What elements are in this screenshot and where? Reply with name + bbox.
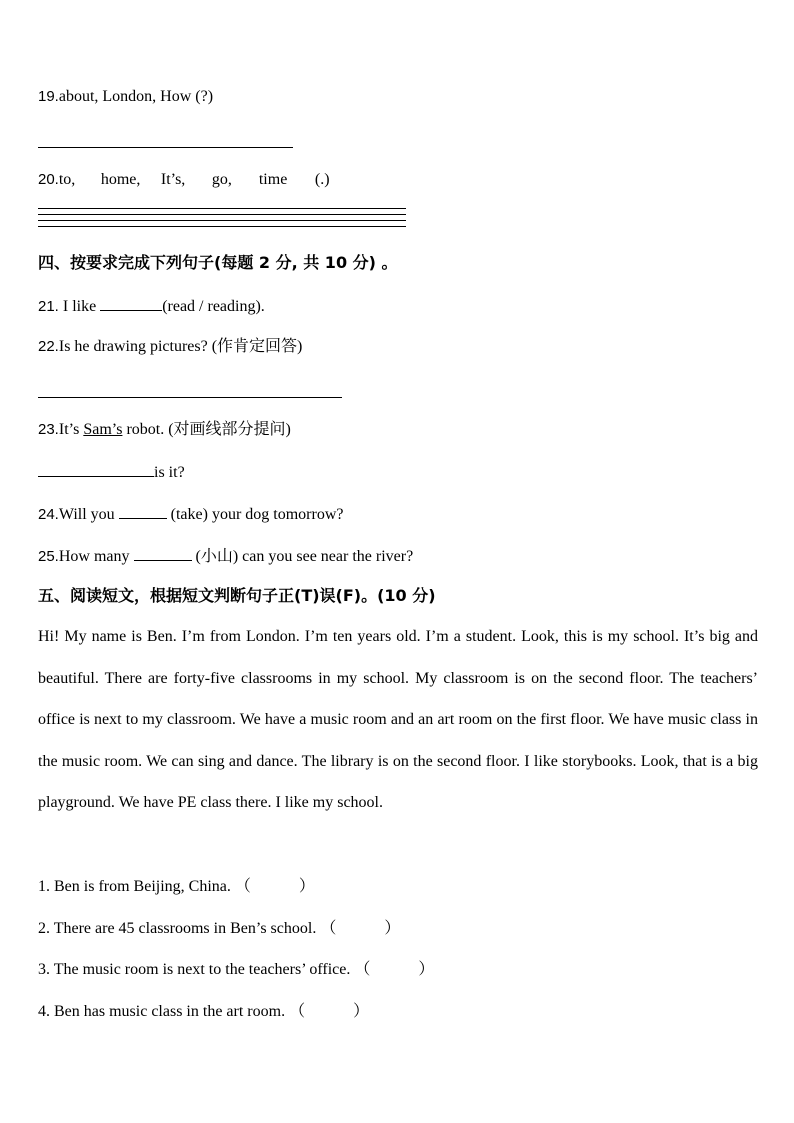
question-number: 24.: [38, 506, 59, 523]
question-text: I like: [58, 298, 101, 315]
answer-parentheses[interactable]: （ ）: [234, 878, 315, 895]
answer-parentheses[interactable]: （ ）: [289, 1003, 370, 1020]
question-number: 25.: [38, 548, 59, 565]
question-24: [38, 502, 344, 526]
answer-line-20a[interactable]: [38, 208, 406, 209]
question-text: (小山) can you see near the river?: [191, 548, 414, 565]
statement-2: [38, 918, 400, 940]
reading-passage: Hi! My name is Ben. I’m from London. I’m ten years old. I’m a student. Look, this is my school. It’s big and beautiful. There are forty-five classrooms in my school. My classroom is on the second floor. The teachers’ office is next to my classroom. We have a music room and an art room on the first floor. We have music class in the music room. We can sing and dance. The library is on the second floor. I like storybooks. Look, that is a big playground. We have PE class there. I like my school.: [38, 628, 758, 812]
word: (.): [314, 171, 330, 188]
underlined-word: Sam’s: [83, 421, 123, 438]
statement-text: 3. The music room is next to the teachers’ office.: [38, 961, 351, 978]
answer-blank[interactable]: [134, 544, 192, 561]
answer-blank[interactable]: [100, 294, 162, 311]
statement-4: [38, 1001, 369, 1023]
question-number: 22.: [38, 338, 59, 355]
word: home,: [100, 171, 141, 188]
question-text: How many: [58, 548, 134, 565]
answer-parentheses[interactable]: （ ）: [354, 961, 435, 978]
statement-text: 1. Ben is from Beijing, China.: [38, 878, 231, 895]
answer-line-20d[interactable]: [38, 226, 406, 227]
answer-parentheses[interactable]: （ ）: [320, 920, 401, 937]
answer-blank[interactable]: [119, 502, 167, 519]
answer-line-22[interactable]: [38, 397, 342, 398]
question-text: It’s: [58, 421, 84, 438]
question-19: [38, 86, 213, 108]
question-number: 21.: [38, 298, 59, 315]
question-number: 19.: [38, 88, 59, 105]
statement-3: [38, 959, 434, 981]
question-number: 23.: [38, 421, 59, 438]
question-text: Is he drawing pictures? (作肯定回答): [58, 338, 303, 355]
word: time: [258, 171, 288, 188]
answer-line-19[interactable]: [38, 147, 293, 148]
word: It’s,: [160, 171, 186, 188]
word: to,: [58, 171, 76, 188]
question-text: about, London, How (?): [58, 88, 214, 105]
section-5-title: 五、阅读短文，根据短文判断句子正(T)误(F)。(10 分): [38, 586, 436, 605]
question-text: robot. (对画线部分提问): [122, 421, 291, 438]
answer-blank[interactable]: [38, 460, 154, 477]
answer-line-20c[interactable]: [38, 220, 406, 221]
statement-1: [38, 876, 315, 898]
question-text: (take) your dog tomorrow?: [166, 506, 344, 523]
question-text: (read / reading).: [162, 298, 265, 315]
answer-suffix: is it?: [154, 464, 185, 481]
question-23-answer: [38, 460, 185, 484]
question-number: 20.: [38, 171, 59, 188]
question-20: [38, 169, 330, 191]
answer-line-20b[interactable]: [38, 214, 406, 215]
word: go,: [211, 171, 232, 188]
section-4-title: 四、按要求完成下列句子(每题 2 分, 共 10 分) 。: [38, 253, 398, 272]
question-text: Will you: [58, 506, 119, 523]
question-23: [38, 419, 291, 441]
question-22: [38, 336, 302, 358]
statement-text: 4. Ben has music class in the art room.: [38, 1003, 286, 1020]
statement-text: 2. There are 45 classrooms in Ben’s school.: [38, 920, 317, 937]
question-25: [38, 544, 413, 568]
question-21: [38, 294, 265, 318]
